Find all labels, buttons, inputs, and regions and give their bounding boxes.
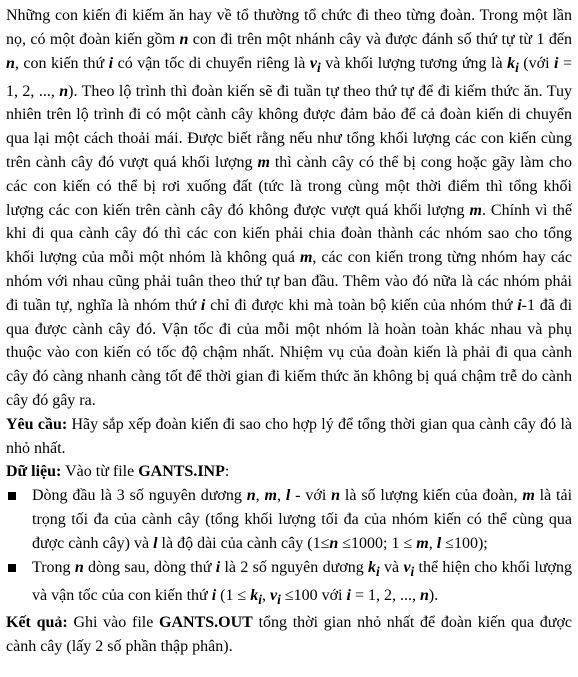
requirement-label: Yêu cầu: [6, 415, 68, 433]
text: là 2 số nguyên dương [220, 558, 369, 576]
output-label: Kết quả: [6, 614, 68, 632]
var-i: i [108, 54, 114, 72]
requirement-paragraph [6, 413, 572, 461]
var-n: n [6, 54, 15, 72]
text: (với [518, 54, 555, 72]
text: thì cành cây có thể bị cong hoặc gãy làm cho các con kiến có thể bị rơi xuống đất (tức là trong cùng một thời điểm thì tổng khối lượng các con kiến trên cành cây đó không được vượt quá khối lượng [6, 153, 573, 219]
text: Những con kiến đi kiếm ăn hay về tổ thường tổ chức đi theo từng đoàn. Trong một lần nọ, có một đoàn kiến gồm [6, 7, 572, 48]
text: Dòng đầu là 3 số nguyên dương [32, 487, 247, 505]
text: và [379, 558, 404, 576]
input-filename: GANTS.INP [138, 463, 225, 481]
input-format-list [6, 484, 572, 611]
var-m: m [522, 487, 535, 505]
text: - với [290, 487, 332, 505]
text: . Chính vì thế khi đi qua cành cây đó thì các con kiến phải chia đoàn thành các nhóm sao cho tổng khối lượng của mỗi một nhóm là không quá [6, 201, 573, 267]
text: ≤1000; 1 ≤ [338, 534, 417, 552]
requirement-text: Hãy sắp xếp đoàn kiến đi sao cho hợp lý để tổng thời gian qua cành cây đó là nhỏ nhất. [6, 415, 572, 457]
output-filename: GANTS.OUT [159, 614, 253, 632]
intro-paragraph [6, 4, 572, 413]
var-l: l [285, 487, 291, 505]
var-l: l [153, 534, 158, 552]
var-m: m [299, 249, 313, 267]
var-i: i [215, 558, 221, 576]
output-paragraph [6, 611, 572, 659]
text: Trong [32, 558, 75, 576]
text: , các con kiến trong từng nhóm hay các nhóm với nhau cũng phải tuân theo thứ tự ban đầu. Thêm vào đó nữa là các nhóm phải đi tuần tự, nghĩa là nhóm thứ [6, 249, 572, 314]
text: -1 đã đi qua được cành cây đó. Vận tốc đi của mỗi một nhóm là hoàn toàn khác nhau và phụ thuộc vào con kiến có tốc độ chậm nhất. Nhiệm vụ của đoàn kiến là phải đi qua cành cây đó càng nhanh càng tốt để thời gian đi kiếm thức ăn không bị quá chậm trễ do cành cây đó gây ra. [6, 296, 573, 409]
text: : [224, 463, 230, 481]
var-i: i [200, 296, 206, 314]
var-n: n [419, 586, 429, 604]
var-n: n [329, 534, 339, 552]
var-v-subscript: i [277, 591, 281, 607]
var-n: n [179, 30, 189, 48]
var-v: v [309, 54, 317, 72]
var-v: v [403, 558, 411, 576]
var-i: i [346, 586, 351, 604]
var-m: m [264, 487, 277, 505]
text: , con kiến thứ [14, 54, 109, 72]
square-bullet-icon [8, 492, 16, 500]
list-item [6, 556, 572, 612]
var-k-subscript: i [515, 59, 519, 75]
var-v-subscript: i [317, 59, 321, 75]
var-k: k [368, 558, 377, 576]
var-k: k [507, 54, 516, 72]
var-n: n [331, 487, 341, 505]
text: , [276, 487, 286, 505]
var-l: l [436, 534, 442, 552]
text: ). [428, 586, 439, 604]
list-item [6, 484, 572, 555]
var-i: i [554, 54, 559, 72]
text: ≤100); [441, 534, 488, 552]
text: con đi trên một nhánh cây và được đánh số thứ tự từ 1 đến [188, 30, 572, 48]
text: , [261, 586, 270, 604]
text: , [255, 487, 265, 505]
var-m: m [469, 201, 482, 219]
text: là số lượng kiến của đoàn, [340, 487, 523, 505]
text: Vào từ file [61, 463, 139, 481]
var-v-subscript: i [410, 563, 415, 579]
text: tổng thời gian nhỏ nhất để đoàn kiến qua được cành cây (lấy 2 số phần thập phân). [6, 614, 573, 656]
input-paragraph [6, 460, 572, 484]
text: , [428, 534, 437, 552]
square-bullet-icon [8, 564, 16, 572]
text: có vận tốc di chuyển riêng là [113, 54, 310, 72]
input-label: Dữ liệu: [6, 463, 62, 481]
var-k-subscript: i [376, 563, 380, 579]
var-m: m [257, 153, 270, 171]
text: ). Theo lộ trình thì đoàn kiến sẽ đi tuần tự theo thứ tự để đi kiếm thức ăn. Tuy nhiên trên lộ trình đi có một cành cây không được đảm bảo để cả đoàn kiến di chuyển qua lại một cách thoải mái. Được biết rằng nếu như tổng khối lượng các con kiến cùng trên cành cây đó vượt quá khối lượng [6, 82, 573, 171]
var-k: k [250, 586, 259, 604]
text: và khối lượng tương ứng là [320, 54, 508, 72]
var-n: n [246, 487, 256, 505]
text: ≤100 với [280, 586, 347, 604]
text: thể hiện cho khối lượng và vận tốc của con kiến thứ [32, 558, 572, 604]
var-n: n [59, 82, 69, 100]
text: (1 ≤ [216, 586, 251, 604]
var-i: i [211, 586, 217, 604]
text: = 1, 2, ..., [6, 54, 573, 100]
var-k-subscript: i [258, 591, 262, 607]
var-i: i [517, 296, 522, 314]
text: chỉ đi được khi mà toàn bộ kiến của nhóm thứ [205, 296, 518, 314]
text: dòng sau, dòng thứ [83, 558, 216, 576]
var-m: m [416, 534, 429, 552]
text: Ghi vào file [67, 614, 160, 632]
var-n: n [74, 558, 84, 576]
text: là độ dài của cành cây (1≤ [157, 534, 330, 552]
text: = 1, 2, ..., [350, 586, 420, 604]
text: là tải trọng tối đa của cành cây (tổng khối lượng tối đa của nhóm kiến có thể cùng qua được cành cây) và [32, 487, 573, 552]
var-v: v [269, 586, 278, 604]
